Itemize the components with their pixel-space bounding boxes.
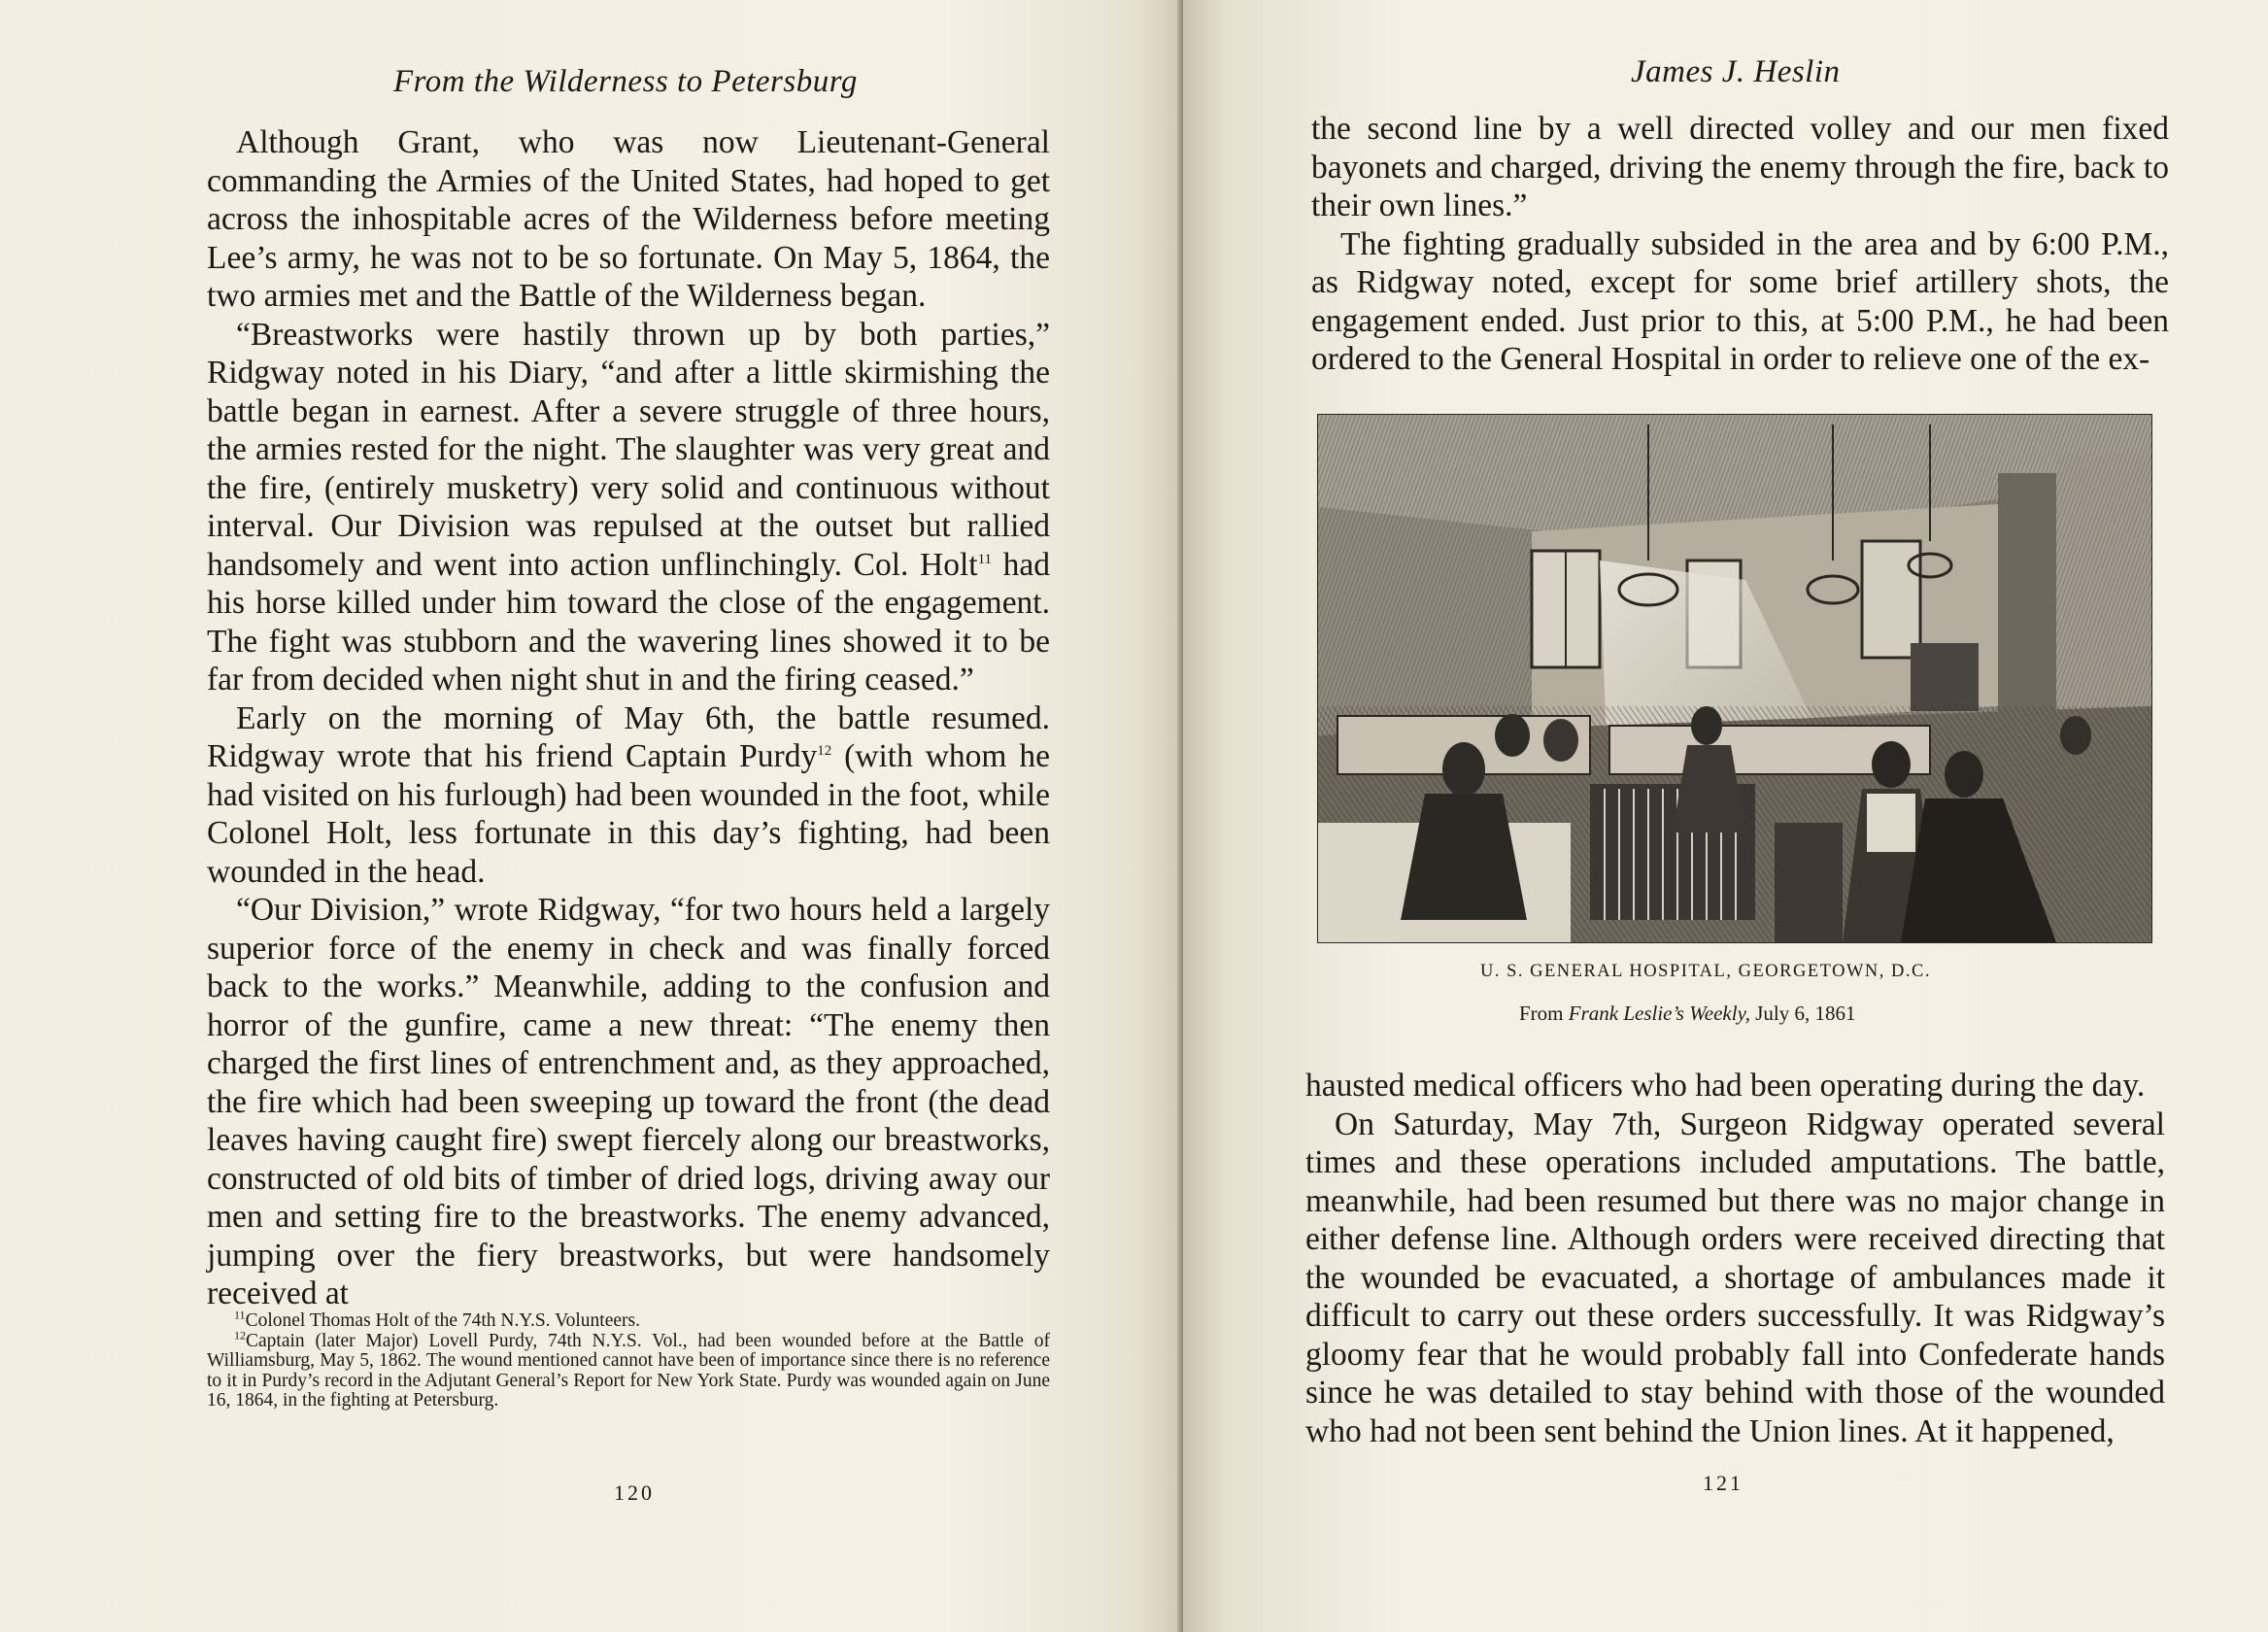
footnote-text: Colonel Thomas Holt of the 74th N.Y.S. Volunteers.: [245, 1310, 640, 1331]
paragraph-text: had his horse killed under him toward the close of the engagement. The fight was stubborn and the wavering lines showed it to be far from decided when night shut in and the firing ceased.”: [207, 546, 1050, 697]
right-top-paragraph-1: [1311, 110, 2169, 225]
figure-caption-source: [1519, 1002, 1856, 1026]
figure-caption-title: U. S. GENERAL HOSPITAL, GEORGETOWN, D.C.: [1480, 962, 1931, 981]
paragraph-text: Early on the morning of May 6th, the battle resumed. Ridgway wrote that his friend Captain Purdy: [207, 699, 1050, 774]
right-bottom-paragraph-2: [1305, 1105, 2165, 1451]
footnote-12: [207, 1328, 1050, 1411]
paragraph-text: the second line by a well directed volley and our men fixed bayonets and charged, driving the enemy through the fire, back to their own lines.”: [1311, 111, 2169, 223]
footnote-11: [207, 1308, 1050, 1332]
running-head-right: James J. Heslin: [1631, 54, 1841, 89]
left-footnotes: [207, 1308, 1050, 1411]
footnote-text: Captain (later Major) Lovell Purdy, 74th N.Y.S. Vol., had been wounded before at the Battle of Williamsburg, May 5, 1862. The wound mentioned cannot have been of importance since there is no reference to it in Purdy’s record in the Adjutant General’s Report for New York State. Purdy was wounded again on June 16, 1864, in the fighting at Petersburg.: [207, 1330, 1050, 1411]
left-paragraph-2: [207, 316, 1050, 699]
paragraph-text: hausted medical officers who had been operating during the day.: [1305, 1068, 2146, 1104]
left-body-text: [207, 123, 1050, 1313]
right-bottom-paragraph-1: [1305, 1067, 2165, 1105]
caption-publication: Frank Leslie’s Weekly,: [1568, 1002, 1750, 1025]
footnote-number: 12: [234, 1328, 246, 1342]
caption-from: From: [1519, 1002, 1569, 1025]
page-number-right: 121: [1703, 1471, 1743, 1495]
paragraph-text: On Saturday, May 7th, Surgeon Ridgway operated several times and these operations included amputations. The battle, meanwhile, had been resumed but there was no major change in either defense line. Although orders were received directing that the wounded be evacuated, a shortage of ambulances made it difficult to carry out these orders successfully. It was Ridgway’s gloomy fear that he would probably fall into Confederate hands since he was detailed to stay behind with those of the wounded who had not been sent behind the Union lines. At it happened,: [1305, 1105, 2165, 1449]
footnote-number: 11: [234, 1308, 246, 1322]
left-paragraph-3: [207, 699, 1050, 892]
paragraph-text: “Breastworks were hastily thrown up by both parties,” Ridgway noted in his Diary, “and after a little skirmishing the battle began in earnest. After a severe struggle of three hours, the armies rested for the night. The slaughter was very great and the fire, (entirely musketry) very solid and continuous without interval. Our Division was repulsed at the outset but rallied handsomely and went into action unflinchingly. Col. Holt: [207, 316, 1050, 583]
paragraph-text: The fighting gradually subsided in the area and by 6:00 P.M., as Ridgway noted, except for some brief artillery shots, the engagement ended. Just prior to this, at 5:00 P.M., he had been ordered to the General Hospital in order to relieve one of the ex-: [1311, 225, 2169, 377]
running-head-left: From the Wilderness to Petersburg: [393, 64, 858, 99]
left-paragraph-4: [207, 891, 1050, 1313]
footnote-reference: 12: [817, 742, 832, 759]
right-top-paragraph-2: [1311, 225, 2169, 379]
hospital-engraving-image: [1317, 414, 2152, 943]
paragraph-text: “Our Division,” wrote Ridgway, “for two hours held a largely superior force of the enemy in check and was finally forced back to the works.” Meanwhile, adding to the confusion and horror of the gunfire, came a new threat: “The enemy then charged the first lines of entrenchment and, as they approached, the fire which had been sweeping up toward the front (the dead leaves having caught fire) swept fiercely along our breastworks, constructed of old bits of timber of dried logs, driving away our men and setting fire to the breastworks. The enemy advanced, jumping over the fiery breastworks, but were handsomely received at: [207, 892, 1050, 1311]
paragraph-text: (with whom he had visited on his furlough) had been wounded in the foot, while Colonel Holt, less fortunate in this day’s fighting, had been wounded in the head.: [207, 738, 1050, 890]
page-number-left: 120: [614, 1480, 655, 1505]
right-body-text-bottom: [1305, 1067, 2165, 1450]
footnote-reference: 11: [977, 551, 993, 567]
left-paragraph-1: [207, 123, 1050, 316]
paragraph-text: Although Grant, who was now Lieutenant-General commanding the Armies of the United States, had hoped to get across the inhospitable acres of the Wilderness before meeting Lee’s army, he was not to be so fortunate. On May 5, 1864, the two armies met and the Battle of the Wilderness began.: [207, 124, 1050, 314]
right-body-text-top: [1311, 110, 2169, 379]
caption-date: July 6, 1861: [1749, 1002, 1856, 1025]
